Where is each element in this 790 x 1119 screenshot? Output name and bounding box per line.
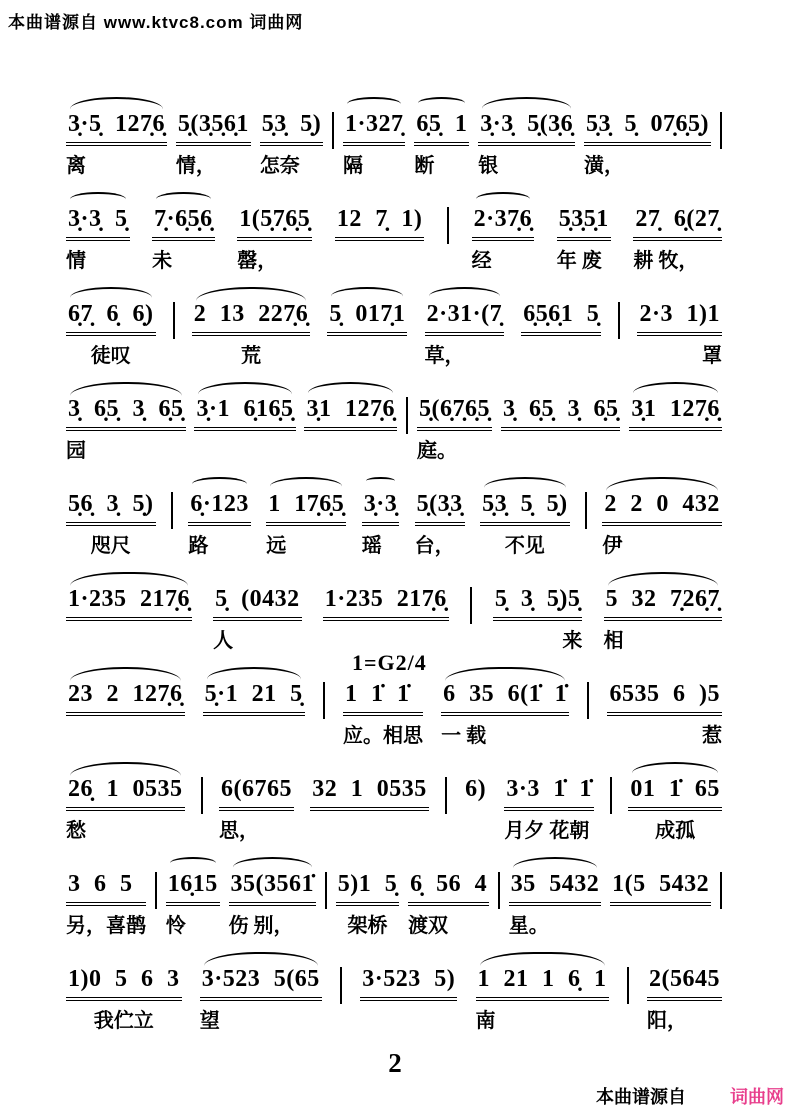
lyric-text: 经 — [471, 249, 492, 272]
lyric-text: 一 载 — [441, 724, 487, 747]
barline — [332, 112, 334, 149]
note-text: 5̣3̣ 5̣) — [260, 110, 324, 146]
lyric-text: 阳， — [647, 1009, 687, 1032]
note-group — [200, 965, 322, 1032]
note-group — [266, 490, 346, 557]
note-group — [604, 585, 723, 652]
lyric-text: 星。 — [508, 914, 549, 937]
note-text: 3·523 5(65 — [200, 965, 322, 1001]
note-text: 3̣1 127̣6̣ — [629, 395, 722, 431]
slur-arc — [70, 192, 126, 206]
note-text: 5̣(3̣5̣6̣1 — [176, 110, 251, 146]
music-system — [66, 951, 722, 1046]
note-text: 1 21 1 6̣ 1 — [476, 965, 609, 1001]
note-group — [327, 300, 407, 336]
note-text: 6̣·123 — [188, 490, 251, 526]
lyric-text: 隔 — [342, 154, 363, 177]
slur-arc — [70, 667, 181, 681]
slur-arc — [70, 572, 188, 586]
note-group — [310, 775, 429, 811]
note-group — [476, 965, 609, 1032]
note-group — [584, 110, 711, 177]
note-text: 5̣6̣ 3̣ 5̣) — [66, 490, 156, 526]
slur-arc — [70, 287, 152, 301]
music-system — [66, 856, 722, 951]
music-system — [66, 191, 722, 286]
slur-arc — [331, 287, 403, 301]
lyric-text: 惹 — [701, 724, 722, 747]
slur-arc — [608, 572, 719, 586]
lyric-text: 园 — [66, 439, 86, 462]
note-text: 6) — [465, 776, 487, 802]
note-text: 35 5432 — [509, 870, 602, 906]
lyric-text: 断 — [414, 154, 435, 177]
lyric-text: 庭。 — [416, 439, 457, 462]
lyric-text: 咫尺 — [90, 534, 131, 557]
note-group — [629, 395, 722, 431]
barline — [406, 397, 408, 434]
note-group — [66, 775, 185, 842]
note-text: 6̣ 56 4 — [408, 870, 489, 906]
note-text: 6̣7̣ 6̣ 6̣) — [66, 300, 156, 336]
page-number: 2 — [388, 1048, 402, 1078]
note-text: 3·3 1̇ 1̇ — [504, 775, 594, 811]
note-group — [472, 205, 535, 272]
note-group — [152, 205, 215, 272]
note-group — [203, 680, 305, 716]
note-text: 6535 6 )5 — [607, 680, 722, 716]
note-group — [336, 870, 400, 937]
note-text: 3̣ 6̣5̣ 3̣ 6̣5̣ — [501, 395, 621, 431]
music-system — [66, 286, 722, 381]
barline — [627, 967, 629, 1004]
note-text: 3̣·3̣ 5̣(3̣6̣ — [478, 110, 575, 146]
music-system — [66, 381, 722, 476]
note-group — [628, 775, 722, 842]
note-text: 1(5̣7̣6̣5̣ — [237, 205, 312, 241]
lyric-text: 罄， — [237, 249, 278, 272]
note-group — [166, 870, 220, 937]
lyric-text: 远 — [266, 534, 287, 557]
note-group — [478, 110, 575, 177]
note-text: 6̣5̣6̣1 5̣ — [521, 300, 601, 336]
note-group — [493, 585, 583, 652]
note-text: 32 1 0535 — [310, 775, 429, 811]
lyric-text: 南 — [475, 1009, 496, 1032]
slur-arc — [70, 762, 181, 776]
barline — [618, 302, 620, 339]
slur-arc — [170, 857, 216, 871]
slur-arc — [270, 477, 342, 491]
note-text: 1·235 217̣6̣ — [323, 585, 449, 621]
lyric-text: 草， — [424, 344, 465, 367]
footer — [596, 1083, 784, 1109]
slur-arc — [207, 667, 301, 681]
note-text: 3̣1 127̣6̣ — [304, 395, 397, 431]
lyric-text: 我伫立 — [93, 1009, 154, 1032]
slur-arc — [429, 287, 501, 301]
note-group — [501, 395, 621, 431]
note-text: 2 13 227̣6̣ — [192, 300, 311, 336]
lyric-text: 瑶 — [361, 534, 382, 557]
note-text: 2·3 1)1 — [637, 300, 722, 336]
lyric-text: 伤 别， — [228, 914, 294, 937]
lyric-text: 怜 — [165, 914, 186, 937]
note-group — [504, 775, 594, 842]
note-group — [415, 490, 465, 557]
note-text: 6 35 6(1̇ 1̇ — [441, 680, 569, 716]
footer-source-label: 本曲谱源自 — [596, 1087, 686, 1107]
note-group — [213, 585, 302, 652]
slur-arc — [513, 857, 598, 871]
note-group — [610, 870, 711, 906]
note-text: 5̣ (0432 — [213, 585, 302, 621]
barline — [720, 112, 722, 149]
slur-arc — [308, 382, 393, 396]
slur-arc — [156, 192, 211, 206]
note-group — [509, 870, 602, 937]
note-group — [237, 205, 312, 272]
slur-arc — [70, 97, 163, 111]
note-text: 5̣3̣ 5̣ 5̣) — [480, 490, 570, 526]
watermark-top: 本曲谱源自 www.ktvc8.com 词曲网 — [8, 13, 304, 32]
lyric-text: 徒叹 — [90, 344, 131, 367]
lyric-text: 离 — [66, 154, 86, 177]
note-text: 5̣ 3̣ 5̣)5̣ — [493, 585, 583, 621]
lyric-text: 年 废 — [556, 249, 602, 272]
note-text: 1)0 5 6 3 — [66, 965, 182, 1001]
lyric-text: 路 — [188, 534, 209, 557]
note-text: 3 6 5 — [66, 870, 146, 906]
note-text: 01 1̇ 65 — [628, 775, 722, 811]
footer-site-label: 词曲网 — [730, 1087, 784, 1107]
note-group — [260, 110, 324, 177]
note-text: 7̣·6̣5̣6̣ — [152, 205, 215, 241]
note-group — [66, 300, 156, 367]
note-group — [66, 110, 167, 177]
barline — [173, 302, 175, 339]
lyric-text: 相 — [603, 629, 624, 652]
lyric-text: 未 — [152, 249, 173, 272]
slur-arc — [482, 97, 571, 111]
note-text: 6̣5̣ 1 — [414, 110, 469, 146]
lyric-text: 人 — [213, 629, 234, 652]
note-text: 3·523 5) — [360, 965, 457, 1001]
note-group — [343, 680, 423, 747]
slur-arc — [445, 667, 565, 681]
note-text: 1·235 217̣6̣ — [66, 585, 192, 621]
note-group — [66, 490, 156, 557]
note-text: 5 32 7̣26̣7̣ — [604, 585, 723, 621]
note-group — [219, 775, 294, 842]
music-system — [66, 761, 722, 856]
note-text: 5̣3̣ 5̣ 07̣6̣5̣) — [584, 110, 711, 146]
lyric-text: 来 — [562, 629, 583, 652]
slur-arc — [347, 97, 402, 111]
note-group — [408, 870, 489, 937]
note-text: 23 2 127̣6̣ — [66, 680, 185, 716]
note-text: 5̣(6̣7̣6̣5̣ — [417, 395, 492, 431]
note-group — [414, 110, 469, 177]
note-group — [66, 395, 186, 462]
note-group — [362, 490, 400, 557]
lyric-text: 耕 牧， — [633, 249, 699, 272]
music-system — [66, 476, 722, 571]
lyric-text: 架桥 — [347, 914, 388, 937]
slur-arc — [480, 952, 605, 966]
note-text: 1 17̣6̣5̣ — [266, 490, 346, 526]
note-text: 2 2 0 432 — [602, 490, 722, 526]
lyric-text: 望 — [199, 1009, 220, 1032]
barline — [587, 682, 589, 719]
lyric-text: 成孤 — [655, 819, 696, 842]
note-group — [323, 585, 449, 621]
barline — [445, 777, 447, 814]
slur-arc — [70, 382, 182, 396]
note-group — [633, 205, 722, 272]
note-group — [425, 300, 505, 367]
note-group — [66, 205, 130, 272]
note-group — [441, 680, 569, 747]
barline — [498, 872, 500, 909]
slur-arc — [418, 97, 465, 111]
note-group — [66, 870, 146, 937]
lyric-text: 怎奈 — [259, 154, 300, 177]
note-group — [176, 110, 251, 177]
lyric-text: 渡双 — [408, 914, 449, 937]
barline — [610, 777, 612, 814]
note-group — [229, 870, 317, 937]
note-group — [66, 585, 192, 621]
barline — [470, 587, 472, 624]
note-group — [66, 680, 185, 716]
note-group — [335, 205, 425, 241]
note-text: 27̣ 6̣(27̣ — [633, 205, 722, 241]
note-group — [192, 300, 311, 367]
lyric-text: 愁 — [66, 819, 86, 842]
barline — [720, 872, 722, 909]
note-text: 5̣3̣5̣1 — [557, 205, 611, 241]
note-group — [360, 965, 457, 1001]
slur-arc — [632, 762, 718, 776]
note-text: 35(3561̇ — [229, 870, 317, 906]
note-group — [417, 395, 492, 462]
slur-arc — [192, 477, 247, 491]
note-group — [647, 965, 722, 1032]
note-group — [188, 490, 251, 557]
note-text: 1 1̇ 1̇ — [343, 680, 423, 716]
note-text: 2·31·(7̣ — [425, 300, 505, 336]
note-group — [194, 395, 295, 431]
slur-arc — [198, 382, 291, 396]
barline — [201, 777, 203, 814]
barline — [585, 492, 587, 529]
note-text: 3̣ 6̣5̣ 3̣ 6̣5̣ — [66, 395, 186, 431]
note-text: 16̣15 — [166, 870, 220, 906]
barline — [171, 492, 173, 529]
lyric-text: 应。相思 — [342, 724, 423, 747]
note-group — [480, 490, 570, 557]
note-group — [304, 395, 397, 431]
barline — [323, 682, 325, 719]
lyric-text: 银 — [478, 154, 499, 177]
slur-arc — [633, 382, 718, 396]
note-text: 1·327̣ — [343, 110, 406, 146]
score — [66, 96, 722, 1046]
note-text: 3̣·3̣ — [362, 490, 400, 526]
lyric-text: 潢， — [584, 154, 625, 177]
barline — [340, 967, 342, 1004]
key-signature: 1=G2/4 — [352, 650, 427, 675]
lyric-text: 罩 — [701, 344, 722, 367]
barline — [325, 872, 327, 909]
barline — [447, 207, 449, 244]
note-text: 5̣(3̣3̣ — [415, 490, 465, 526]
lyric-text: 另，喜鹊 — [66, 914, 146, 937]
note-group — [521, 300, 601, 336]
barline — [155, 872, 157, 909]
note-group — [637, 300, 722, 367]
note-text: 12 7̣ 1) — [335, 205, 425, 241]
note-text: 2(5645 — [647, 965, 722, 1001]
slur-arc — [366, 477, 396, 491]
lyric-text: 思， — [218, 819, 259, 842]
music-system — [66, 666, 722, 761]
note-group — [66, 965, 182, 1032]
slur-arc — [196, 287, 307, 301]
music-system — [66, 96, 722, 191]
slur-arc — [233, 857, 313, 871]
lyric-text: 伊 — [602, 534, 623, 557]
note-text: 5)1 5̣ — [336, 870, 400, 906]
note-text: 26̣ 1 0535 — [66, 775, 185, 811]
note-group — [557, 205, 611, 272]
slur-arc — [204, 952, 318, 966]
note-text: 3̣·3̣ 5̣ — [66, 205, 130, 241]
lyric-text: 台， — [414, 534, 455, 557]
note-group — [463, 775, 488, 811]
lyric-text: 月夕 花朝 — [504, 819, 590, 842]
lyric-text: 荒 — [241, 344, 262, 367]
slur-arc — [484, 477, 566, 491]
note-text: 5̣ 017̣1 — [327, 300, 407, 336]
slur-arc — [606, 477, 718, 491]
note-group — [343, 110, 406, 177]
note-group — [602, 490, 722, 557]
lyric-text: 不见 — [504, 534, 545, 557]
lyric-text: 情， — [175, 154, 216, 177]
note-text: 2·37̣6̣ — [472, 205, 535, 241]
note-text: 1(5 5432 — [610, 870, 711, 906]
note-text: 3̣·1 6̣16̣5̣ — [194, 395, 295, 431]
note-text: 3̣·5̣ 127̣6̣ — [66, 110, 167, 146]
slur-arc — [476, 192, 531, 206]
note-text: 6(6765 — [219, 775, 294, 811]
lyric-text: 情 — [66, 249, 86, 272]
note-group — [607, 680, 722, 747]
note-text: 5̣·1 21 5̣ — [203, 680, 305, 716]
